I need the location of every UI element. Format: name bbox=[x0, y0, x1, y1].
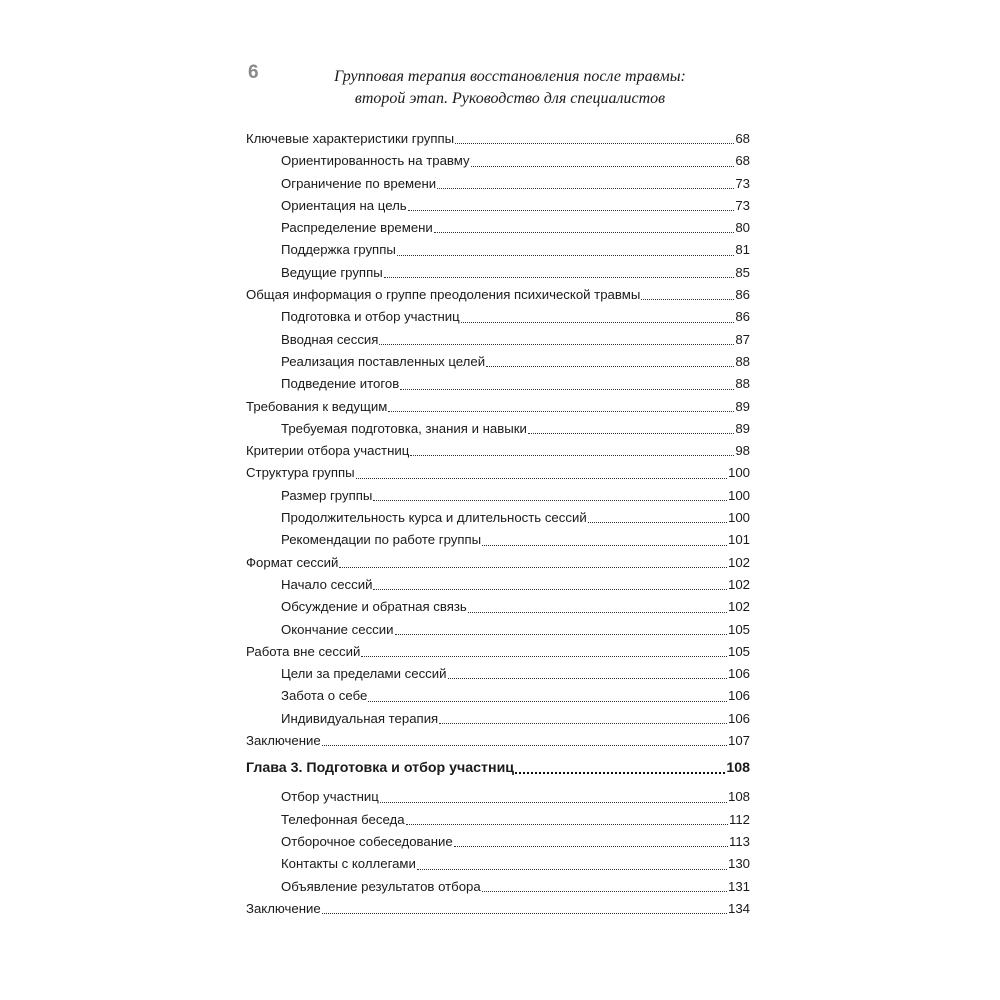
toc-subentry[interactable] bbox=[246, 596, 750, 618]
toc-entry-title: Заключение bbox=[246, 733, 321, 749]
toc-entry-title: Рекомендации по работе группы bbox=[281, 532, 482, 548]
dot-leader bbox=[454, 846, 728, 847]
dot-leader bbox=[379, 344, 734, 345]
dot-leader bbox=[515, 772, 725, 774]
toc-subentry[interactable] bbox=[246, 831, 750, 853]
toc-entry[interactable] bbox=[246, 396, 750, 418]
toc-entry-page: 86 bbox=[735, 309, 750, 325]
dot-leader bbox=[471, 166, 735, 167]
toc-entry-page: 80 bbox=[735, 220, 750, 236]
toc-entry-page: 88 bbox=[735, 353, 750, 369]
toc-entry-page: 105 bbox=[727, 643, 750, 659]
dot-leader bbox=[461, 322, 735, 323]
toc-entry-title: Продолжительность курса и длительность сессий bbox=[281, 510, 587, 526]
dot-leader bbox=[400, 389, 734, 390]
dot-leader bbox=[339, 567, 727, 568]
toc-entry-title: Работа вне сессий bbox=[246, 643, 361, 659]
toc-entry-title: Ориентированность на травму bbox=[281, 153, 470, 169]
dot-leader bbox=[322, 913, 727, 914]
toc-entry-page: 130 bbox=[727, 856, 750, 872]
toc-entry-page: 102 bbox=[727, 599, 750, 615]
page-number: 6 bbox=[248, 62, 259, 83]
toc-entry-title: Ключевые характеристики группы bbox=[246, 131, 455, 146]
toc-entry-page: 73 bbox=[735, 197, 750, 213]
toc-entry[interactable] bbox=[246, 641, 750, 663]
chapter-heading-block bbox=[246, 752, 750, 786]
toc-entry-page: 68 bbox=[735, 153, 750, 169]
dot-leader bbox=[486, 366, 734, 367]
dot-leader bbox=[373, 500, 727, 501]
toc-entry-page: 106 bbox=[727, 710, 750, 726]
chapter-page: 108 bbox=[726, 760, 750, 777]
toc-entry-title: Отбор участниц bbox=[281, 789, 379, 805]
dot-leader bbox=[388, 411, 734, 412]
toc-subentry[interactable] bbox=[246, 853, 750, 875]
toc-entry-title: Подведение итогов bbox=[281, 376, 400, 392]
toc-entry-title: Обсуждение и обратная связь bbox=[281, 599, 467, 615]
dot-leader bbox=[482, 891, 727, 892]
toc-entry-page: 73 bbox=[735, 175, 750, 191]
toc-entry[interactable] bbox=[246, 898, 750, 920]
toc-entry-title: Подготовка и отбор участниц bbox=[281, 309, 460, 325]
dot-leader bbox=[373, 589, 727, 590]
toc-subentry[interactable] bbox=[246, 574, 750, 596]
toc-entry-page: 131 bbox=[727, 878, 750, 894]
dot-leader bbox=[406, 824, 728, 825]
toc-entry-page: 100 bbox=[727, 510, 750, 526]
toc-subentry[interactable] bbox=[246, 708, 750, 730]
toc-subentry[interactable] bbox=[246, 876, 750, 898]
toc-entry-page: 102 bbox=[727, 554, 750, 570]
toc-entry[interactable] bbox=[246, 440, 750, 462]
table-of-contents bbox=[246, 128, 750, 920]
toc-entry-page: 134 bbox=[727, 900, 750, 916]
toc-subentry[interactable] bbox=[246, 150, 750, 172]
toc-entry-page: 88 bbox=[735, 376, 750, 392]
toc-entry[interactable] bbox=[246, 128, 750, 150]
dot-leader bbox=[417, 869, 727, 870]
toc-entry-page: 68 bbox=[735, 131, 750, 146]
toc-entry-page: 108 bbox=[727, 789, 750, 805]
dot-leader bbox=[410, 455, 734, 456]
toc-entry-page: 106 bbox=[727, 666, 750, 682]
toc-subentry[interactable] bbox=[246, 619, 750, 641]
toc-entry-title: Ограничение по времени bbox=[281, 175, 437, 191]
dot-leader bbox=[468, 612, 727, 613]
toc-entry-title: Ориентация на цель bbox=[281, 197, 407, 213]
dot-leader bbox=[439, 723, 727, 724]
toc-entry-title: Контакты с коллегами bbox=[281, 856, 416, 872]
toc-entry-page: 105 bbox=[727, 621, 750, 637]
toc-entry-page: 113 bbox=[728, 833, 750, 849]
toc-entry-page: 101 bbox=[727, 532, 750, 548]
toc-entry-title: Цели за пределами сессий bbox=[281, 666, 447, 682]
toc-subentry[interactable] bbox=[246, 239, 750, 261]
toc-entry-page: 100 bbox=[727, 465, 750, 481]
toc-subentry[interactable] bbox=[246, 329, 750, 351]
dot-leader bbox=[588, 522, 727, 523]
dot-leader bbox=[434, 232, 735, 233]
toc-entry-title: Поддержка группы bbox=[281, 242, 396, 258]
dot-leader bbox=[397, 255, 735, 256]
toc-entry-title: Забота о себе bbox=[281, 688, 368, 704]
toc-entry-title: Индивидуальная терапия bbox=[281, 710, 439, 726]
toc-entry-page: 107 bbox=[727, 733, 750, 749]
toc-subentry[interactable] bbox=[246, 306, 750, 328]
chapter-title: Глава 3. Подготовка и отбор участниц bbox=[246, 760, 515, 777]
toc-entry[interactable] bbox=[246, 284, 750, 306]
toc-entry-title: Отборочное собеседование bbox=[281, 833, 453, 849]
dot-leader bbox=[380, 802, 727, 803]
dot-leader bbox=[641, 299, 734, 300]
toc-chapter-entry[interactable] bbox=[246, 756, 750, 780]
dot-leader bbox=[384, 277, 735, 278]
toc-entry-title: Размер группы bbox=[281, 487, 373, 503]
dot-leader bbox=[455, 143, 734, 144]
toc-subentry[interactable] bbox=[246, 262, 750, 284]
toc-subentry[interactable] bbox=[246, 418, 750, 440]
toc-entry-title: Телефонная беседа bbox=[281, 811, 405, 827]
toc-entry-page: 100 bbox=[727, 487, 750, 503]
toc-subentry[interactable] bbox=[246, 217, 750, 239]
toc-entry-title: Начало сессий bbox=[281, 576, 373, 592]
toc-subentry[interactable] bbox=[246, 663, 750, 685]
toc-entry-page: 106 bbox=[727, 688, 750, 704]
toc-entry-page: 112 bbox=[728, 811, 750, 827]
toc-subentry[interactable] bbox=[246, 351, 750, 373]
dot-leader bbox=[448, 678, 727, 679]
toc-subentry[interactable] bbox=[246, 685, 750, 707]
toc-entry[interactable] bbox=[246, 462, 750, 484]
toc-subentry[interactable] bbox=[246, 529, 750, 551]
dot-leader bbox=[437, 188, 734, 189]
dot-leader bbox=[395, 634, 727, 635]
dot-leader bbox=[528, 433, 734, 434]
toc-entry[interactable] bbox=[246, 552, 750, 574]
toc-entry-title: Заключение bbox=[246, 900, 321, 916]
toc-entry-page: 81 bbox=[735, 242, 750, 258]
toc-subentry[interactable] bbox=[246, 485, 750, 507]
toc-entry-title: Реализация поставленных целей bbox=[281, 353, 486, 369]
toc-entry-page: 102 bbox=[727, 576, 750, 592]
toc-entry-page: 86 bbox=[735, 287, 750, 303]
toc-entry-title: Окончание сессии bbox=[281, 621, 394, 637]
toc-entry-title: Требуемая подготовка, знания и навыки bbox=[281, 420, 527, 436]
toc-entry-title: Ведущие группы bbox=[281, 264, 383, 280]
toc-entry-title: Объявление результатов отбора bbox=[281, 878, 481, 894]
toc-subentry[interactable] bbox=[246, 786, 750, 808]
toc-entry-title: Распределение времени bbox=[281, 220, 433, 236]
toc-subentry[interactable] bbox=[246, 195, 750, 217]
toc-entry-title: Формат сессий bbox=[246, 554, 339, 570]
toc-subentry[interactable] bbox=[246, 809, 750, 831]
dot-leader bbox=[322, 745, 727, 746]
toc-entry-page: 87 bbox=[735, 331, 750, 347]
dot-leader bbox=[361, 656, 727, 657]
toc-entry-page: 98 bbox=[735, 443, 750, 459]
running-title-line-1: Групповая терапия восстановления после травмы: bbox=[334, 68, 686, 85]
toc-entry-title: Вводная сессия bbox=[281, 331, 379, 347]
toc-entry-title: Структура группы bbox=[246, 465, 355, 481]
toc-subentry[interactable] bbox=[246, 373, 750, 395]
running-title-line-2: второй этап. Руководство для специалистов bbox=[354, 90, 666, 107]
toc-entry-title: Требования к ведущим bbox=[246, 398, 388, 414]
running-title bbox=[300, 66, 720, 110]
toc-entry-title: Общая информация о группе преодоления психической травмы bbox=[246, 287, 641, 303]
toc-subentry[interactable] bbox=[246, 507, 750, 529]
toc-entry[interactable] bbox=[246, 730, 750, 752]
dot-leader bbox=[482, 545, 727, 546]
toc-subentry[interactable] bbox=[246, 173, 750, 195]
toc-entry-page: 85 bbox=[735, 264, 750, 280]
dot-leader bbox=[356, 478, 727, 479]
toc-entry-title: Критерии отбора участниц bbox=[246, 443, 410, 459]
dot-leader bbox=[408, 210, 735, 211]
dot-leader bbox=[368, 701, 727, 702]
toc-entry-page: 89 bbox=[735, 420, 750, 436]
toc-entry-page: 89 bbox=[735, 398, 750, 414]
